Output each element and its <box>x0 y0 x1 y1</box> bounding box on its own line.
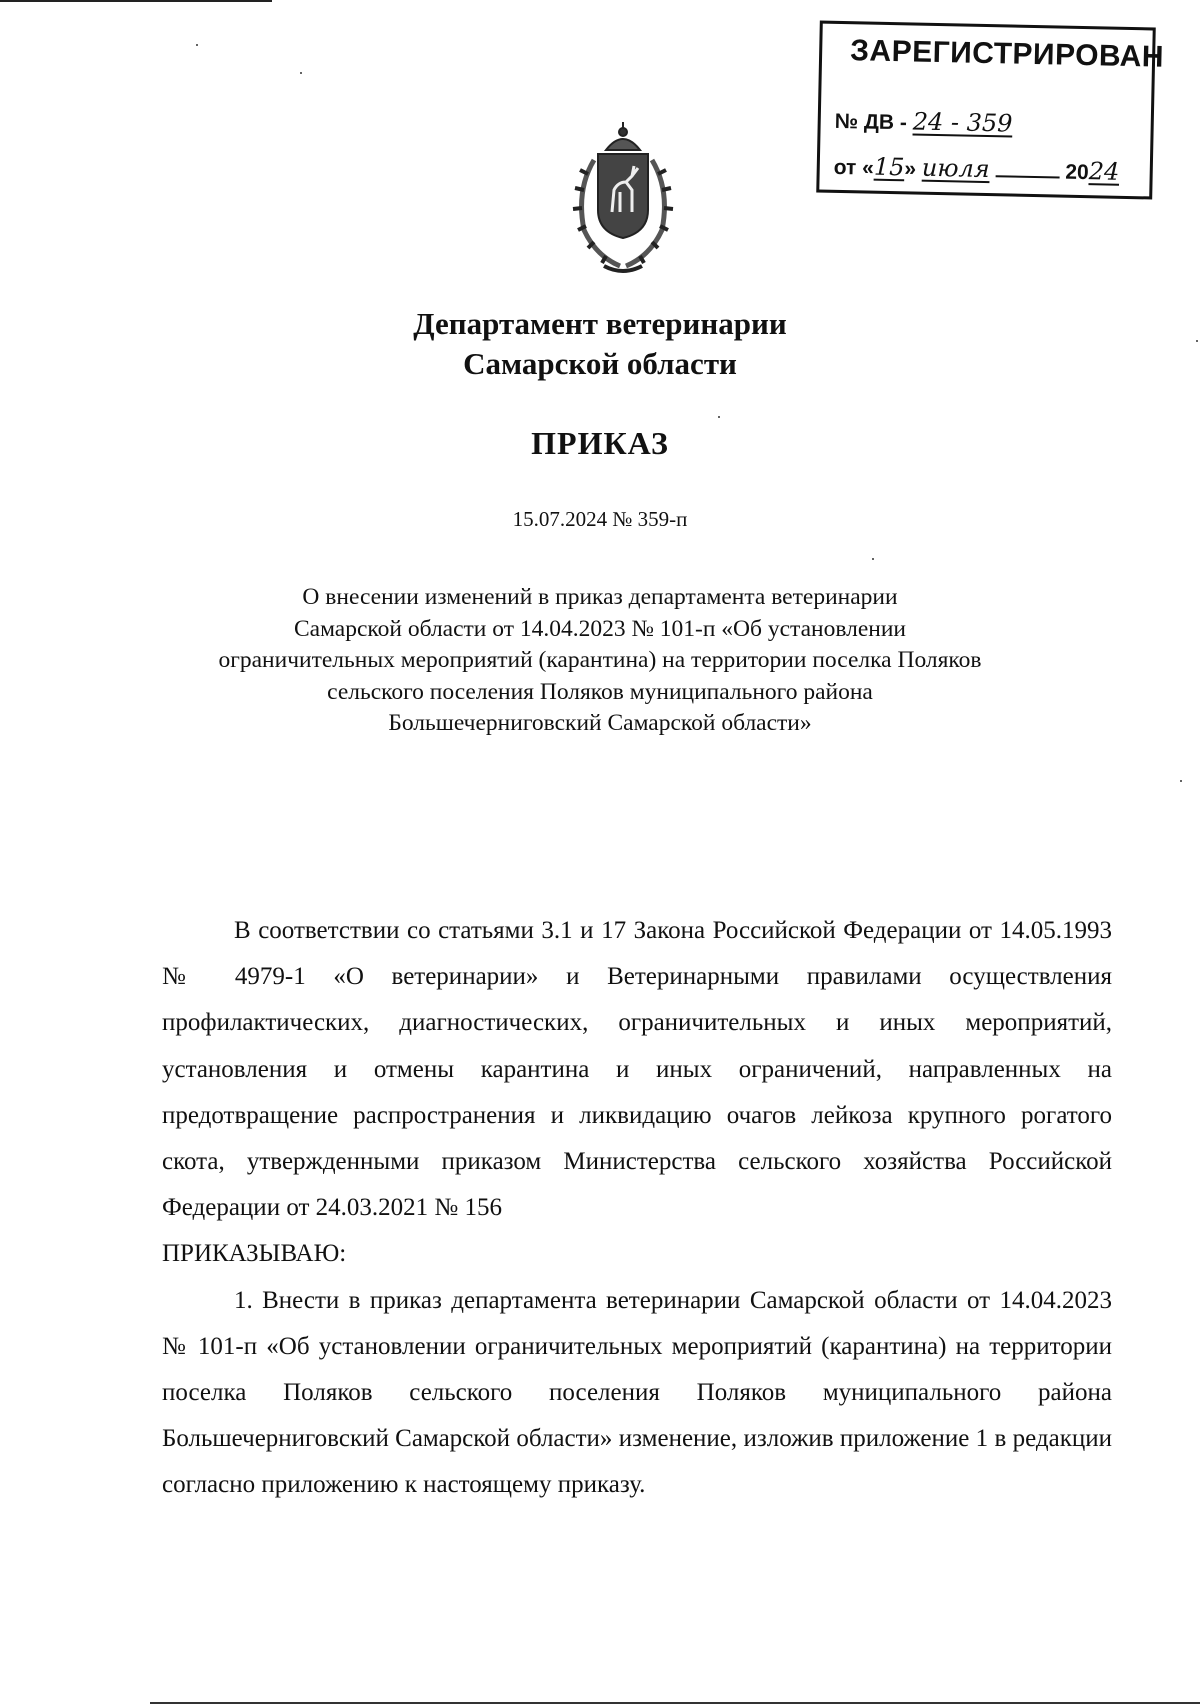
stamp-from-prefix: от « <box>833 155 875 180</box>
document-type-title: ПРИКАЗ <box>531 425 669 461</box>
stamp-blank-line <box>995 175 1059 178</box>
subject-line: ограничительных мероприятий (карантина) на территории поселка Поляков <box>218 647 982 673</box>
bottom-edge-line <box>150 1702 1200 1704</box>
subject-line: О внесении изменений в приказ департамента ветеринарии <box>302 584 898 610</box>
scan-speck <box>872 558 874 560</box>
top-edge-line <box>0 0 272 2</box>
stamp-date-line <box>834 152 1145 186</box>
order-subject <box>150 582 1050 740</box>
order-body <box>162 908 1112 1509</box>
subject-line: Самарской области от 14.04.2023 № 101-п «Об установлении <box>293 615 907 642</box>
stamp-day: 15 <box>873 152 905 182</box>
department-line-2: Самарской области <box>463 346 737 381</box>
stamp-number-prefix: № ДВ - <box>834 109 908 135</box>
department-line-1: Департамент ветеринарии <box>413 306 787 341</box>
stamp-year-prefix: 20 <box>1065 160 1089 185</box>
subject-line: сельского поселения Поляков муниципального района <box>327 678 873 705</box>
stamp-number-line <box>834 106 1012 138</box>
subject-line: Большечерниговский Самарской области» <box>388 710 812 736</box>
preamble-paragraph: В соответствии со статьями 3.1 и 17 Закона Российской Федерации от 14.05.1993 № 4979-1 «О ветеринарии» и Ветеринарными правилами осуществления профилактических, диагностических, ограничительных и иных мероприятий, установления и отмены карантина и иных ограничений, направленных на предотвращение распространения и ликвидацию очагов лейкоза крупного рогатого скота, утвержденными приказом Министерства сельского хозяйства Российской Федерации от 24.03.2021 № 156 <box>162 917 1112 1222</box>
scan-speck <box>196 44 198 46</box>
command-word: ПРИКАЗЫВАЮ: <box>162 1240 347 1268</box>
registration-stamp <box>816 21 1165 200</box>
stamp-year-suffix: 24 <box>1088 157 1120 186</box>
stamp-month: июля <box>921 153 991 184</box>
samara-coat-of-arms-icon <box>560 120 686 280</box>
scan-speck <box>300 72 302 74</box>
item-1-paragraph: 1. Внести в приказ департамента ветеринарии Самарской области от 14.04.2023 № 101-п «Об установлении ограничительных мероприятий (карантина) на территории поселка Поляков сельского поселения Поляков муниципального района Большечерниговский Самарской области» изменение, изложив приложение 1 в редакции согласно приложению к настоящему приказу. <box>162 1286 1112 1499</box>
stamp-title: ЗАРЕГИСТРИРОВАН <box>849 34 1165 74</box>
stamp-number-value: 24 - 359 <box>912 107 1013 138</box>
order-date-number: 15.07.2024 № 359-п <box>512 507 688 531</box>
scan-speck <box>718 416 720 418</box>
department-heading <box>0 304 1200 384</box>
scan-speck <box>1180 780 1182 782</box>
stamp-mid: » <box>904 157 917 181</box>
